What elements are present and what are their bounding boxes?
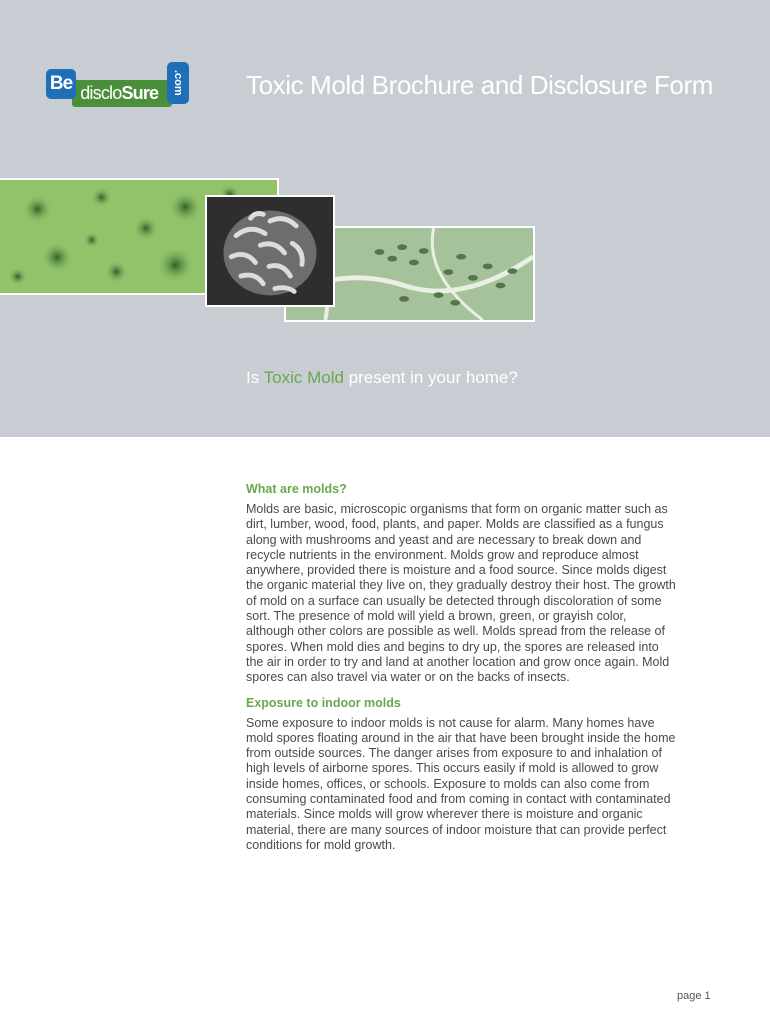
bedisclosure-logo[interactable]	[46, 62, 192, 108]
section-heading-exposure: Exposure to indoor molds	[246, 695, 401, 710]
logo-com-tab: .com	[167, 62, 189, 104]
page-number: page 1	[677, 990, 711, 1002]
document-title: Toxic Mold Brochure and Disclosure Form	[246, 70, 714, 100]
toxic-mold-highlight: Toxic Mold	[263, 368, 344, 387]
electron-micrograph-image	[205, 195, 335, 307]
section-text-exposure: Some exposure to indoor molds is not cause for alarm. Many homes have mold spores floating around in the air that have been brought inside the home from outside sources. The danger arises from exposure to and inhalation of high levels of airborne spores. This occurs easily if mold is allowed to grow inside homes, offices, or schools. Exposure to molds can also come from consuming contaminated food and from coming in contact with contaminated materials. Since molds will grow wherever there is moisture and organic material, there are many sources of indoor moisture that can provide perfect conditions for mold growth.	[246, 715, 676, 852]
logo-be-badge: Be	[46, 69, 76, 99]
logo-wordmark: discloSure	[72, 80, 172, 107]
headline-question: Is Toxic Mold present in your home?	[246, 368, 518, 387]
brochure-body	[246, 482, 676, 863]
section-heading-what-are-molds: What are molds?	[246, 482, 347, 496]
section-text-what-are-molds: Molds are basic, microscopic organisms that form on organic matter such as dirt, lumber, wood, food, plants, and paper. Molds are classified as a fungus along with mushrooms and yeast and are necessary to break down and recycle nutrients in the environment. Molds grow and reproduce almost anywhere, provided there is moisture and a food source. Since molds digest the organic material they live on, they gradually destroy their host. The growth of mold on a surface can usually be detected through discoloration of some sort. The presence of mold will yield a brown, green, or grayish color, although other colors are possible as well. Molds spread from the release of spores. When mold dies and begins to dry up, the spores are released into the air in order to try and land at another location and grow once again. Mold spores can also travel via water or on the backs of insects.	[246, 502, 676, 685]
header-banner	[0, 0, 770, 437]
